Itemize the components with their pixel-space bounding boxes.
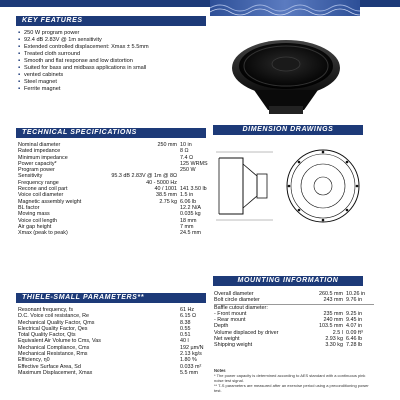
cell-unit: 61 Hz bbox=[180, 307, 195, 313]
cell-label: Effective Surface Area, Sd bbox=[18, 363, 81, 370]
cell-unit: 8 Ω bbox=[180, 148, 189, 155]
cell-unit: 4.07 in bbox=[346, 323, 363, 330]
cell-value: 40 / 1001 bbox=[154, 186, 177, 193]
cell-unit: 9.76 in bbox=[346, 297, 363, 304]
table-row bbox=[18, 370, 208, 376]
table-row bbox=[214, 297, 374, 304]
feature-item: ▪ 250 W program power bbox=[18, 30, 218, 37]
technical-specifications-header: TECHNICAL SPECIFICATIONS bbox=[16, 128, 206, 138]
cell-label: Efficiency, η0 bbox=[18, 357, 50, 364]
cell-label: Mechanical Resistance, Rms bbox=[18, 351, 88, 358]
cell-unit: 1.5 in bbox=[180, 192, 194, 199]
notes-line-2: ** T-S parameters are measured after an exercise period using a preconditioning power test. bbox=[214, 383, 369, 393]
mounting-information-header: MOUNTING INFORMATION bbox=[213, 276, 363, 286]
cell-unit: 10 in bbox=[180, 142, 192, 148]
cell-unit: 9.25 in bbox=[346, 310, 363, 317]
thiele-small-table bbox=[18, 307, 208, 376]
cell-label: Mechanical Quality Factor, Qms bbox=[18, 319, 95, 326]
cell-label: Maximum Displacement, Xmax bbox=[18, 369, 93, 376]
cell-label: Power capacity* bbox=[18, 160, 57, 167]
key-features-header: KEY FEATURES bbox=[16, 16, 206, 26]
cell-label: Minimum impedance bbox=[18, 154, 68, 161]
dimension-drawings bbox=[213, 136, 363, 236]
cell-value bbox=[96, 230, 180, 236]
cell-unit: 0.033 m² bbox=[180, 363, 202, 370]
feature-item: ▪ Smooth and flat response and low distortion bbox=[18, 58, 218, 65]
cell-label: Bolt circle diameter bbox=[214, 297, 260, 304]
table-row bbox=[214, 304, 374, 311]
cell-label: D.C. Voice coil resistance, Re bbox=[18, 313, 90, 320]
cell-label: Voice coil diameter bbox=[18, 192, 64, 199]
cell-value: 243 mm bbox=[323, 297, 343, 304]
cell-label: Net weight bbox=[214, 336, 240, 343]
cell-label: Moving mass bbox=[18, 211, 50, 218]
feature-item: ▪ vented cabinets bbox=[18, 72, 218, 79]
feature-item: ▪ 92.4 dB 2.83V @ 1m sensitivity bbox=[18, 37, 218, 44]
feature-item: ▪ Extended controlled displacement: Xmax ± 5.5mm bbox=[18, 44, 218, 51]
cell-unit: 7.28 lb bbox=[346, 342, 363, 349]
cell-label: Equivalent Air Volume to Cms, Vas bbox=[18, 338, 101, 345]
cell-unit: 0.55 bbox=[180, 325, 191, 332]
mounting-information-table bbox=[214, 291, 374, 349]
cell-label: - Front mount bbox=[214, 310, 247, 317]
cell-unit: 8.38 bbox=[180, 319, 191, 326]
cell-label: Shipping weight bbox=[214, 342, 253, 349]
notes-line-1: * The power capacity is determined according to AES standard with a continuous pink noise test signal. bbox=[214, 373, 366, 383]
key-features-list bbox=[18, 30, 218, 93]
cell-unit: 40 l bbox=[180, 338, 189, 345]
dimension-drawings-header: DIMENSION DRAWINGS bbox=[213, 125, 363, 135]
cell-value: 2.93 kg bbox=[325, 336, 343, 343]
cell-unit: 141 3.50 lb bbox=[180, 186, 207, 193]
cell-value: 95.3 dB 2.83V @ 1m @ 8Ω bbox=[111, 173, 177, 180]
header-banner bbox=[210, 0, 360, 16]
speaker-photo bbox=[214, 18, 364, 118]
cell-label: Resonant frequency, fs bbox=[18, 307, 74, 313]
cell-label: Program power bbox=[18, 167, 55, 174]
cell-label: Overall diameter bbox=[214, 291, 254, 297]
table-row bbox=[214, 342, 374, 348]
cell-unit: 6.06 lb bbox=[180, 198, 197, 205]
feature-item: ▪ Treated cloth surround bbox=[18, 51, 218, 58]
cell-value: 2.5 l bbox=[332, 329, 343, 336]
cell-value: 103.5 mm bbox=[319, 323, 343, 330]
cell-label: Baffle cutout diameter: bbox=[214, 304, 307, 311]
table-row bbox=[18, 230, 208, 236]
feature-item: ▪ Suited for bass and midbass applications in small bbox=[18, 65, 218, 72]
cell-unit: 2.13 kg/s bbox=[180, 351, 202, 358]
cell-value: 2.75 kg bbox=[159, 198, 177, 205]
feature-item: ▪ Steel magnet bbox=[18, 79, 218, 86]
cell-unit: 0.09 ft³ bbox=[346, 329, 363, 336]
cell-unit: 24.5 mm bbox=[180, 230, 201, 237]
cell-label: Air gap height bbox=[18, 223, 52, 230]
cell-label: Electrical Quality Factor, Qes bbox=[18, 325, 88, 332]
cell-value: 38.5 mm bbox=[156, 192, 177, 199]
cell-label: - Rear mount bbox=[214, 317, 246, 324]
cell-value: 240 mm bbox=[323, 317, 343, 324]
cell-unit: 0.51 bbox=[180, 332, 191, 339]
cell-unit: 0.035 kg bbox=[180, 211, 201, 218]
cell-label: Rated impedance bbox=[18, 148, 61, 155]
cell-unit: 7.4 Ω bbox=[180, 154, 194, 161]
wave-pattern-icon bbox=[210, 0, 360, 16]
cell-value: 250 mm bbox=[157, 142, 177, 148]
cell-label: Voice coil length bbox=[18, 217, 57, 224]
thiele-small-header: THIELE-SMALL PARAMETERS** bbox=[16, 293, 206, 303]
cell-value: 40 - 5000 Hz bbox=[146, 179, 177, 186]
cell-unit: 6.46 lb bbox=[346, 336, 363, 343]
cell-label: Volume displaced by driver bbox=[214, 329, 279, 336]
cell-unit: 9.45 in bbox=[346, 317, 363, 324]
cell-label: Sensitivity bbox=[18, 173, 43, 180]
cell-label: Mechanical Compliance, Cms bbox=[18, 344, 90, 351]
notes-title: Notes bbox=[214, 368, 226, 373]
cell-label: Nominal diameter bbox=[18, 142, 61, 148]
cell-value bbox=[307, 304, 346, 311]
cell-value: 3.30 kg bbox=[325, 342, 343, 349]
feature-item: ▪ Ferrite magnet bbox=[18, 86, 218, 93]
cell-unit: 18 mm bbox=[180, 217, 197, 224]
cell-unit: 5.5 mm bbox=[180, 369, 198, 376]
cell-label: Depth bbox=[214, 323, 229, 330]
notes bbox=[214, 368, 374, 393]
cell-unit: 125 WRMS bbox=[180, 160, 208, 167]
cell-label: Recone and coil part bbox=[18, 186, 68, 193]
cell-label: Xmax (peak to peak) bbox=[18, 230, 68, 237]
cell-unit: 12.2 N/A bbox=[180, 204, 201, 211]
cell-label: Total Quality Factor, Qts bbox=[18, 332, 76, 339]
cell-label: Magnetic assembly weight bbox=[18, 198, 82, 205]
cell-value: 260.5 mm bbox=[319, 291, 343, 297]
cell-label: Frequency range bbox=[18, 179, 59, 186]
cell-value: 235 mm bbox=[323, 310, 343, 317]
cell-label: BL factor bbox=[18, 204, 40, 211]
cell-unit: 250 W bbox=[180, 167, 196, 174]
cell-unit bbox=[346, 304, 374, 311]
cell-unit: 192 µm/N bbox=[180, 344, 204, 351]
cell-unit: 1.80 % bbox=[180, 357, 197, 364]
cell-unit: 7 mm bbox=[180, 223, 194, 230]
technical-specifications-table bbox=[18, 142, 208, 236]
cell-unit: 6.15 Ω bbox=[180, 313, 197, 320]
cell-unit: 10.26 in bbox=[346, 291, 366, 297]
